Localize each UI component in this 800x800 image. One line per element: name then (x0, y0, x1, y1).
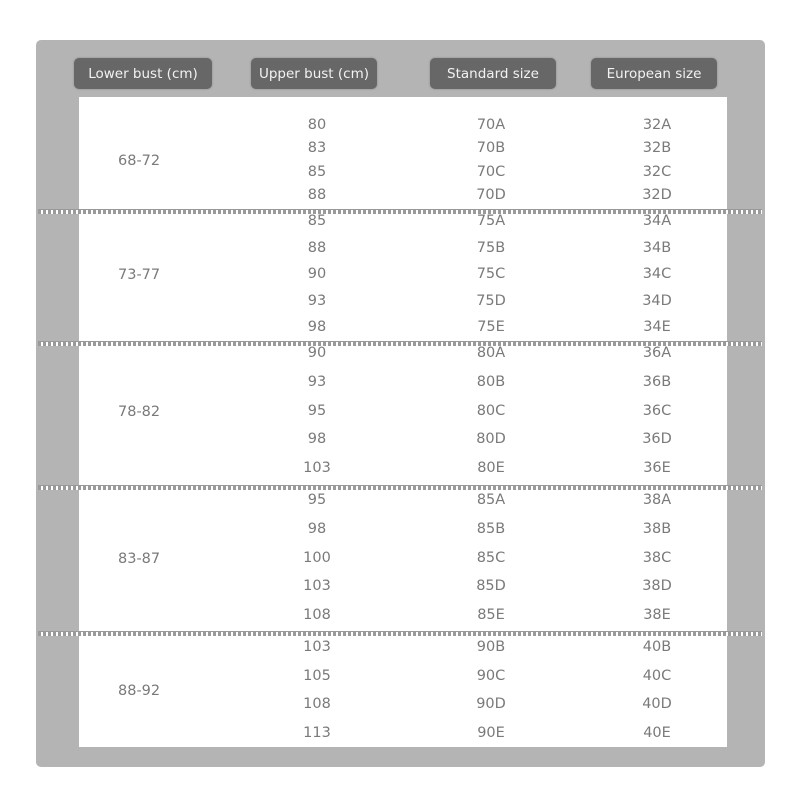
lower-bust-range: 73-77 (118, 267, 161, 283)
standard-size-cell: 80A (476, 345, 506, 361)
table-row (79, 521, 727, 539)
upper-bust-cell: 95 (307, 492, 327, 508)
standard-size-cell: 75D (476, 292, 506, 309)
standard-size-cell: 85B (476, 520, 506, 537)
dotted-divider (38, 485, 762, 490)
table-row (79, 140, 727, 158)
lower-bust-range: 78-82 (118, 403, 161, 420)
upper-bust-cell: 80 (307, 117, 327, 133)
european-size-cell: 40D (642, 696, 672, 713)
standard-size-cell: 75A (476, 213, 506, 229)
lower-bust-range: 88-92 (118, 683, 161, 699)
standard-size-cell: 85A (476, 492, 506, 508)
table-row (79, 164, 727, 182)
european-size-cell: 34D (642, 292, 672, 309)
upper-bust-cell: 113 (303, 724, 331, 741)
table-row (79, 374, 727, 392)
standard-size-cell: 85E (477, 607, 505, 623)
european-size-cell: 38D (642, 578, 672, 595)
standard-size-cell: 75E (477, 319, 505, 335)
table-row (79, 213, 727, 231)
upper-bust-cell: 105 (303, 667, 331, 684)
header-european-size: European size (591, 58, 717, 89)
standard-size-cell: 85D (476, 578, 506, 595)
standard-size-cell: 90C (476, 667, 506, 684)
european-size-cell: 32C (642, 163, 672, 180)
size-group (79, 117, 727, 205)
size-group (79, 639, 727, 743)
upper-bust-cell: 103 (303, 460, 331, 476)
table-row (79, 240, 727, 258)
european-size-cell: 38A (642, 492, 672, 508)
european-size-cell: 34E (643, 319, 671, 335)
size-group (79, 213, 727, 337)
table-row (79, 696, 727, 714)
table-row (79, 460, 727, 478)
european-size-cell: 32B (642, 140, 672, 157)
upper-bust-cell: 85 (307, 163, 327, 180)
european-size-cell: 32A (642, 117, 672, 133)
lower-bust-range: 83-87 (118, 550, 161, 567)
standard-size-cell: 90D (476, 696, 506, 713)
table-row (79, 431, 727, 449)
upper-bust-cell: 103 (303, 639, 331, 655)
table-row (79, 117, 727, 135)
upper-bust-cell: 88 (307, 186, 327, 203)
standard-size-cell: 75C (476, 266, 506, 282)
standard-size-cell: 70A (476, 117, 506, 133)
table-row (79, 578, 727, 596)
european-size-cell: 36B (642, 373, 672, 390)
standard-size-cell: 90B (476, 639, 506, 655)
table-row (79, 492, 727, 510)
standard-size-cell: 85C (476, 549, 506, 566)
standard-size-cell: 80C (476, 402, 506, 419)
upper-bust-cell: 103 (303, 578, 331, 595)
upper-bust-cell: 98 (307, 520, 327, 537)
table-row (79, 187, 727, 205)
european-size-cell: 36C (642, 402, 672, 419)
standard-size-cell: 75B (476, 239, 506, 256)
table-row (79, 345, 727, 363)
european-size-cell: 34A (642, 213, 672, 229)
standard-size-cell: 80E (477, 460, 505, 476)
table-row (79, 293, 727, 311)
table-row (79, 639, 727, 657)
table-row (79, 319, 727, 337)
standard-size-cell: 70D (476, 186, 506, 203)
header-lower-bust: Lower bust (cm) (74, 58, 212, 89)
upper-bust-cell: 93 (307, 373, 327, 390)
european-size-cell: 36E (643, 460, 671, 476)
upper-bust-cell: 98 (307, 319, 327, 335)
upper-bust-cell: 108 (303, 696, 331, 713)
standard-size-cell: 90E (477, 724, 505, 741)
european-size-cell: 38B (642, 520, 672, 537)
dotted-divider (38, 631, 762, 636)
standard-size-cell: 80D (476, 431, 506, 448)
european-size-cell: 34B (642, 239, 672, 256)
european-size-cell: 40B (642, 639, 672, 655)
header-upper-bust: Upper bust (cm) (251, 58, 377, 89)
standard-size-cell: 70B (476, 140, 506, 157)
upper-bust-cell: 98 (307, 431, 327, 448)
standard-size-cell: 70C (476, 163, 506, 180)
size-group (79, 492, 727, 625)
upper-bust-cell: 83 (307, 140, 327, 157)
european-size-cell: 40E (643, 724, 671, 741)
table-row (79, 550, 727, 568)
european-size-cell: 40C (642, 667, 672, 684)
table-row (79, 607, 727, 625)
upper-bust-cell: 90 (307, 345, 327, 361)
european-size-cell: 36A (642, 345, 672, 361)
upper-bust-cell: 100 (303, 549, 331, 566)
upper-bust-cell: 108 (303, 607, 331, 623)
european-size-cell: 34C (642, 266, 672, 282)
upper-bust-cell: 90 (307, 266, 327, 282)
header-standard-size: Standard size (430, 58, 556, 89)
upper-bust-cell: 88 (307, 239, 327, 256)
european-size-cell: 32D (642, 186, 672, 203)
upper-bust-cell: 85 (307, 213, 327, 229)
european-size-cell: 38E (643, 607, 671, 623)
standard-size-cell: 80B (476, 373, 506, 390)
table-row (79, 725, 727, 743)
upper-bust-cell: 95 (307, 402, 327, 419)
upper-bust-cell: 93 (307, 292, 327, 309)
european-size-cell: 36D (642, 431, 672, 448)
european-size-cell: 38C (642, 549, 672, 566)
table-row (79, 266, 727, 284)
lower-bust-range: 68-72 (118, 153, 161, 169)
table-row (79, 668, 727, 686)
size-group (79, 345, 727, 478)
table-row (79, 403, 727, 421)
